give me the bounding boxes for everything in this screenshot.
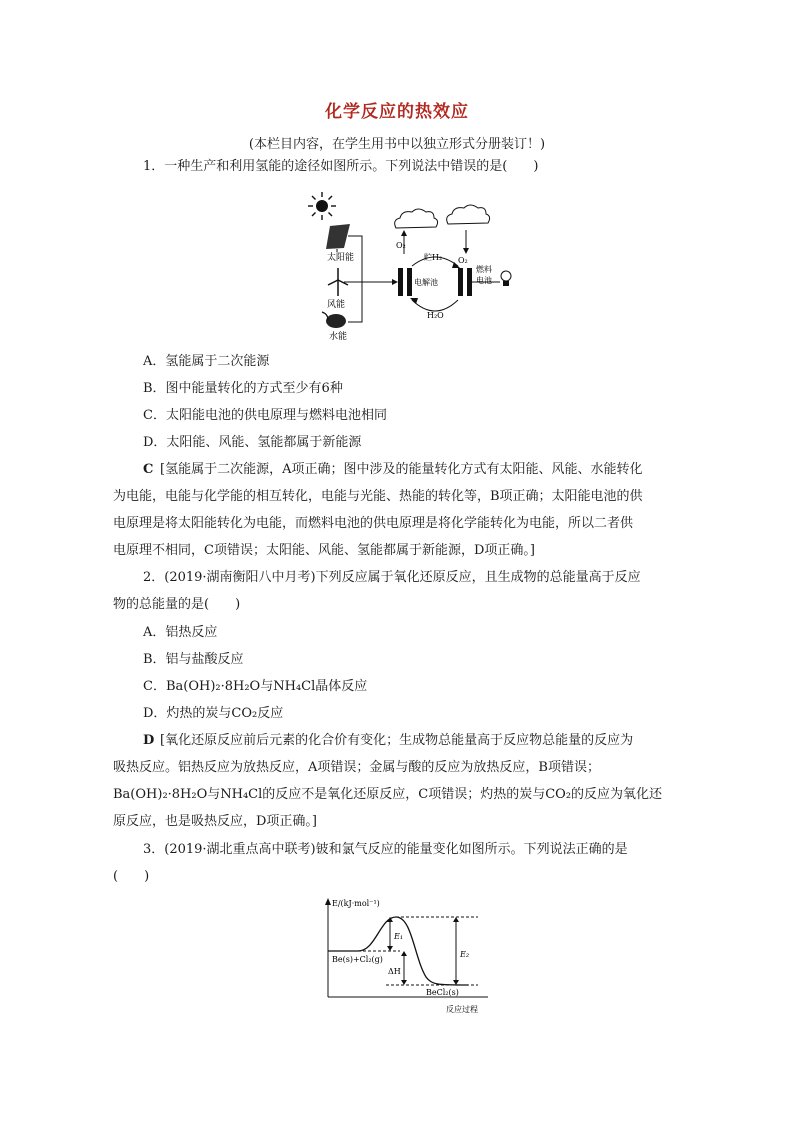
q3-energy-diagram [318, 895, 498, 1020]
q3-stem-line-1: 3．(2019·湖北重点高中联考)铍和氯气反应的能量变化如图所示。下列说法正确的是 [143, 842, 628, 857]
x-axis-label: 反应过程 [446, 1005, 478, 1014]
q1-option-d: D．太阳能、风能、氢能都属于新能源 [143, 435, 362, 450]
o2-left-label: O₂ [396, 241, 406, 250]
o2-right-label: O₂ [458, 256, 468, 265]
e1-label: E₁ [394, 932, 404, 941]
q1-figure-svg [300, 188, 530, 348]
q2-option-a: A．铝热反应 [143, 625, 218, 640]
solar-panel-icon [326, 224, 350, 252]
q2-answer-line-4: 原反应，也是吸热反应，D项正确。] [113, 814, 317, 829]
cloud-left-icon [395, 209, 438, 228]
h2o-arrowhead [410, 298, 418, 304]
delta-h-label: ΔH [388, 967, 401, 976]
q1-option-c: C．太阳能电池的供电原理与燃料电池相同 [143, 408, 387, 423]
input-arrowhead [392, 279, 398, 285]
q2-option-d: D．灼热的炭与CO₂反应 [143, 706, 284, 721]
q1-answer-line-3: 电原理是将太阳能转化为电能，而燃料电池的供电原理是将化学能转化为电能，所以二者供 [113, 516, 634, 531]
q2-stem-line-2: 物的总能量的是( ) [113, 597, 241, 612]
fuel-cell-label-1: 燃料 [476, 265, 492, 274]
q2-option-c: C．Ba(OH)₂·8H₂O与NH₄Cl晶体反应 [143, 679, 368, 694]
q3-stem-line-2: ( ) [113, 869, 150, 884]
h2o-label: H₂O [427, 311, 444, 320]
dh-arrowhead-down [401, 980, 407, 985]
wind-label: 风能 [327, 300, 346, 310]
q2-option-b: B．铝与盐酸反应 [143, 652, 244, 667]
e1-arrowhead-down [387, 946, 393, 951]
fuel-cell-label-2: 电池 [476, 276, 492, 285]
water-wheel-icon [322, 312, 346, 328]
sun-icon [308, 192, 336, 220]
q1-answer-line-1: [氢能属于二次能源，A项正确；图中涉及的能量转化方式有太阳能、风能、水能转化 [160, 462, 643, 477]
e2-label: E₂ [460, 950, 470, 959]
water-label: 水能 [329, 332, 348, 342]
q2-answer-line-1: [氧化还原反应前后元素的化合价有变化；生成物总能量高于反应物总能量的反应为 [160, 733, 634, 748]
solar-label: 太阳能 [327, 253, 355, 263]
product-label: BeCl₂(s) [426, 988, 459, 997]
q2-answer-letter: D [143, 733, 155, 748]
q2-stem-line-1: 2．(2019·湖南衡阳八中月考)下列反应属于氧化还原反应，且生成物的总能量高于反应 [143, 570, 641, 585]
cloud-right-icon [447, 205, 490, 224]
dh-arrowhead-up [401, 951, 407, 956]
page-title: 化学反应的热效应 [325, 102, 469, 122]
q1-answer-letter: C [143, 462, 154, 477]
q2-answer-line-3: Ba(OH)₂·8H₂O与NH₄Cl的反应不是氧化还原反应，C项错误；灼热的炭与CO₂的反应为氧化还 [113, 787, 663, 802]
q3-diagram-svg [318, 895, 498, 1020]
q2-answer-line-2: 吸热反应。铝热反应为放热反应，A项错误；金属与酸的反应为放热反应，B项错误； [113, 760, 600, 775]
q1-option-a: A．氢能属于二次能源 [143, 354, 270, 369]
h2-storage-label: 贮H₂ [424, 253, 443, 262]
q1-answer-line-4: 电原理不相同，C项错误；太阳能、风能、氢能都属于新能源，D项正确。] [113, 543, 535, 558]
e2-arrowhead-up [453, 917, 459, 922]
y-axis-label: E/(kJ·mol⁻¹) [332, 899, 380, 908]
page-subtitle: (本栏目内容，在学生用书中以独立形式分册装订！) [248, 137, 546, 152]
q1-stem: 1．一种生产和利用氢能的途径如图所示。下列说法中错误的是( ) [143, 159, 539, 174]
q1-answer-line-2: 为电能，电能与化学能的相互转化，电能与光能、热能的转化等，B项正确；太阳能电池的供 [113, 489, 643, 504]
q1-option-b: B．图中能量转化的方式至少有6种 [143, 381, 343, 396]
o2-down-arrowhead [463, 248, 469, 254]
electrolysis-label: 电解池 [414, 278, 438, 287]
q1-energy-figure [300, 188, 530, 348]
reactants-label: Be(s)+Cl₂(g) [332, 955, 383, 964]
y-axis-arrowhead [325, 898, 331, 905]
o2-up-arrowhead [401, 230, 407, 236]
light-bulb-icon [501, 271, 511, 286]
